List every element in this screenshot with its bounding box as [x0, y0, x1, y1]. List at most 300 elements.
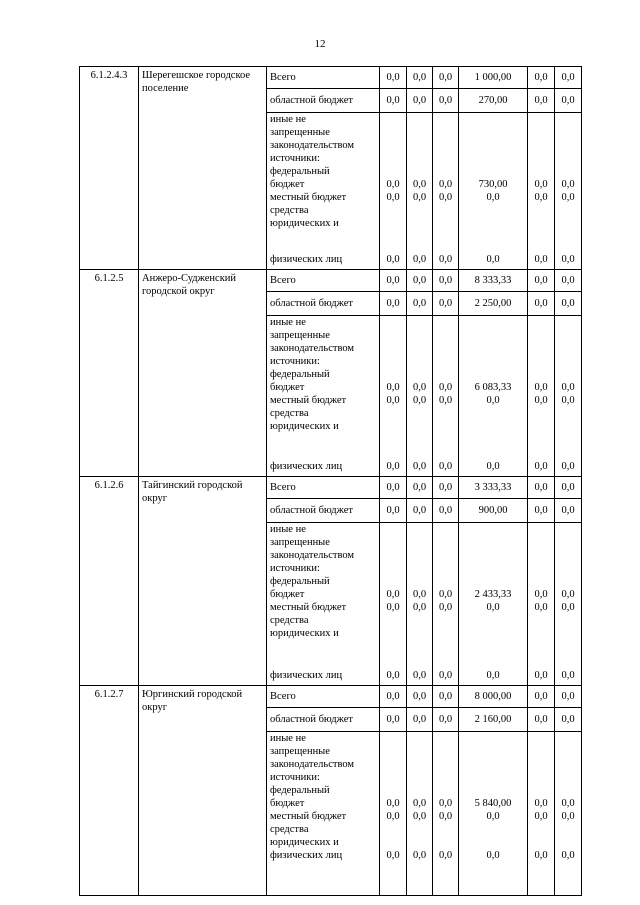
value-cell: 0,0: [555, 477, 582, 499]
value-local: 0,0: [561, 811, 575, 822]
value-cell-group: [459, 316, 528, 477]
value-cell: 0,0: [380, 708, 407, 732]
value-federal: 0,0: [412, 382, 427, 393]
value-local: 0,0: [561, 192, 575, 203]
source-label-line: местный бюджет: [270, 602, 347, 613]
value-cell: 0,0: [528, 67, 555, 89]
source-label-line: средства: [270, 205, 309, 216]
spacer: [407, 368, 432, 381]
spacer: [380, 152, 406, 165]
source-label-line: юридических и: [270, 421, 339, 432]
spacer: [459, 204, 527, 217]
spacer: [407, 732, 432, 745]
item-code: 6.1.2.5: [80, 270, 139, 477]
spacer: [459, 420, 527, 433]
spacer: [459, 836, 527, 849]
value-federal: 5 840,00: [474, 798, 512, 809]
spacer: [528, 549, 554, 562]
value-cell: 0,0: [555, 708, 582, 732]
spacer: [528, 152, 554, 165]
spacer: [380, 217, 406, 230]
value-cell-group: [407, 523, 433, 686]
value-local: 0,0: [534, 395, 548, 406]
spacer: [459, 627, 527, 640]
value-cell: 8 000,00: [459, 686, 528, 708]
spacer: [555, 523, 581, 536]
spacer: [528, 836, 554, 849]
value-local: 0,0: [486, 602, 500, 613]
value-federal: 0,0: [561, 589, 575, 600]
spacer: [528, 758, 554, 771]
value-legal: 0,0: [438, 461, 453, 472]
spacer: [407, 562, 432, 575]
value-cell: 0,0: [555, 499, 582, 523]
spacer: [555, 368, 581, 381]
spacer: [459, 732, 527, 745]
spacer: [380, 407, 406, 420]
spacer: [555, 407, 581, 420]
spacer: [528, 355, 554, 368]
value-legal: 0,0: [438, 850, 453, 861]
spacer: [433, 732, 458, 745]
value-lines: [555, 113, 581, 266]
value-cell: 3 333,33: [459, 477, 528, 499]
value-legal: 0,0: [486, 461, 500, 472]
value-cell-group: [459, 732, 528, 896]
value-cell-group: [459, 113, 528, 270]
spacer: [433, 126, 458, 139]
value-legal: 0,0: [534, 670, 548, 681]
value-local: 0,0: [486, 192, 500, 203]
value-cell: 0,0: [407, 477, 433, 499]
spacer: [555, 771, 581, 784]
spacer: [380, 204, 406, 217]
value-cell-group: [459, 523, 528, 686]
value-local: 0,0: [386, 602, 400, 613]
value-cell: 0,0: [528, 499, 555, 523]
value-lines: [555, 316, 581, 473]
spacer: [433, 152, 458, 165]
value-legal: 0,0: [561, 461, 575, 472]
spacer: [459, 784, 527, 797]
spacer: [528, 342, 554, 355]
source-label-line: бюджет: [270, 179, 305, 190]
value-lines: [433, 732, 458, 875]
value-lines: [380, 732, 406, 875]
source-label-line: юридических и: [270, 218, 339, 229]
value-cell: 2 160,00: [459, 708, 528, 732]
spacer: [459, 614, 527, 627]
source-label-line: физических лиц: [270, 461, 343, 472]
source-label-other: [267, 523, 380, 686]
value-legal: 0,0: [412, 461, 427, 472]
value-lines: [380, 316, 406, 473]
value-cell: 2 250,00: [459, 292, 528, 316]
value-lines: [528, 113, 554, 266]
value-cell: 0,0: [433, 477, 459, 499]
source-label-line: источники:: [270, 563, 320, 574]
spacer: [407, 152, 432, 165]
source-label-line: средства: [270, 824, 309, 835]
value-federal: 2 433,33: [474, 589, 512, 600]
spacer: [433, 758, 458, 771]
source-label-line: иные не: [270, 733, 306, 744]
spacer: [528, 316, 554, 329]
spacer: [528, 614, 554, 627]
value-cell: 0,0: [433, 292, 459, 316]
value-local: 0,0: [486, 811, 500, 822]
item-name: Шерегешское городское поселение: [139, 67, 267, 270]
spacer: [528, 627, 554, 640]
spacer: [459, 368, 527, 381]
source-label-line: законодательством: [270, 343, 355, 354]
value-cell: 0,0: [407, 708, 433, 732]
value-federal: 0,0: [561, 179, 575, 190]
value-cell-group: [555, 732, 582, 896]
spacer: [433, 355, 458, 368]
spacer: [459, 523, 527, 536]
source-label-other: [267, 316, 380, 477]
source-label-line: законодательством: [270, 759, 355, 770]
spacer: [528, 139, 554, 152]
spacer: [380, 329, 406, 342]
source-label-line: федеральный: [270, 166, 330, 177]
spacer: [380, 627, 406, 640]
value-cell: 0,0: [380, 477, 407, 499]
spacer: [433, 575, 458, 588]
spacer: [555, 575, 581, 588]
spacer: [459, 745, 527, 758]
spacer: [407, 758, 432, 771]
spacer: [407, 575, 432, 588]
value-cell-group: [433, 316, 459, 477]
value-lines: [433, 523, 458, 682]
source-label-regional: областной бюджет: [267, 292, 380, 316]
table-row: [80, 270, 582, 292]
spacer: [407, 536, 432, 549]
value-lines: [459, 523, 527, 682]
spacer: [407, 420, 432, 433]
value-cell: 0,0: [407, 499, 433, 523]
spacer: [555, 342, 581, 355]
source-label-lines: [270, 732, 377, 875]
spacer: [407, 126, 432, 139]
spacer: [555, 329, 581, 342]
value-local: 0,0: [412, 811, 427, 822]
spacer: [407, 355, 432, 368]
spacer: [433, 836, 458, 849]
source-label-line: законодательством: [270, 550, 355, 561]
spacer: [407, 139, 432, 152]
spacer: [380, 549, 406, 562]
value-local: 0,0: [412, 602, 427, 613]
spacer: [459, 316, 527, 329]
value-local: 0,0: [561, 395, 575, 406]
source-label-line: запрещенные: [270, 537, 330, 548]
spacer: [459, 562, 527, 575]
value-lines: [407, 523, 432, 682]
spacer: [407, 614, 432, 627]
spacer: [407, 784, 432, 797]
spacer: [459, 549, 527, 562]
value-legal: 0,0: [412, 670, 427, 681]
spacer: [433, 745, 458, 758]
spacer: [555, 217, 581, 230]
value-cell: 0,0: [528, 477, 555, 499]
spacer: [380, 575, 406, 588]
spacer: [555, 165, 581, 178]
source-label-line: источники:: [270, 356, 320, 367]
value-lines: [459, 316, 527, 473]
value-federal: 0,0: [412, 589, 427, 600]
value-legal: 0,0: [534, 254, 548, 265]
value-legal: 0,0: [386, 461, 400, 472]
value-legal: 0,0: [534, 850, 548, 861]
spacer: [528, 165, 554, 178]
table-row: [80, 477, 582, 499]
value-lines: [555, 732, 581, 875]
spacer: [459, 217, 527, 230]
value-legal: 0,0: [486, 254, 500, 265]
spacer: [555, 536, 581, 549]
value-lines: [380, 523, 406, 682]
spacer: [528, 368, 554, 381]
spacer: [555, 152, 581, 165]
source-label-line: иные не: [270, 317, 306, 328]
spacer: [380, 536, 406, 549]
value-cell: 0,0: [380, 270, 407, 292]
value-lines: [528, 523, 554, 682]
value-federal: 6 083,33: [474, 382, 512, 393]
value-lines: [459, 732, 527, 875]
value-legal: 0,0: [486, 670, 500, 681]
value-cell-group: [433, 732, 459, 896]
value-cell-group: [407, 316, 433, 477]
spacer: [555, 745, 581, 758]
spacer: [433, 562, 458, 575]
value-cell-group: [555, 113, 582, 270]
value-cell: 0,0: [380, 686, 407, 708]
spacer: [528, 771, 554, 784]
value-lines: [380, 113, 406, 266]
spacer: [433, 316, 458, 329]
source-label-other: [267, 113, 380, 270]
value-cell: 0,0: [528, 686, 555, 708]
value-cell: 0,0: [433, 686, 459, 708]
source-label-line: иные не: [270, 524, 306, 535]
source-label-line: местный бюджет: [270, 811, 347, 822]
value-cell-group: [528, 113, 555, 270]
spacer: [380, 165, 406, 178]
spacer: [459, 355, 527, 368]
value-cell-group: [433, 113, 459, 270]
spacer: [528, 420, 554, 433]
value-cell-group: [407, 113, 433, 270]
value-lines: [459, 113, 527, 266]
spacer: [433, 771, 458, 784]
value-local: 0,0: [438, 395, 453, 406]
source-label-line: источники:: [270, 153, 320, 164]
source-label-line: бюджет: [270, 798, 305, 809]
value-federal: 0,0: [534, 179, 548, 190]
value-cell-group: [380, 523, 407, 686]
spacer: [528, 732, 554, 745]
spacer: [407, 523, 432, 536]
value-federal: 0,0: [561, 382, 575, 393]
spacer: [555, 139, 581, 152]
spacer: [433, 204, 458, 217]
spacer: [380, 113, 406, 126]
source-label-line: средства: [270, 615, 309, 626]
value-legal: 0,0: [412, 254, 427, 265]
spacer: [407, 823, 432, 836]
spacer: [407, 316, 432, 329]
value-cell: 0,0: [380, 499, 407, 523]
value-cell: 0,0: [555, 270, 582, 292]
spacer: [380, 139, 406, 152]
spacer: [380, 126, 406, 139]
spacer: [380, 342, 406, 355]
source-label-line: физических лиц: [270, 254, 343, 265]
source-label-total: Всего: [267, 67, 380, 89]
value-local: 0,0: [386, 395, 400, 406]
spacer: [555, 316, 581, 329]
value-cell: 0,0: [555, 292, 582, 316]
spacer: [407, 627, 432, 640]
value-legal: 0,0: [438, 254, 453, 265]
source-label-lines: [270, 316, 377, 473]
source-label-line: физических лиц: [270, 850, 343, 861]
spacer: [380, 771, 406, 784]
spacer: [433, 368, 458, 381]
value-lines: [407, 113, 432, 266]
spacer: [380, 836, 406, 849]
value-cell-group: [528, 523, 555, 686]
spacer: [433, 342, 458, 355]
source-label-other: [267, 732, 380, 896]
spacer: [380, 614, 406, 627]
spacer: [555, 784, 581, 797]
value-local: 0,0: [438, 192, 453, 203]
value-federal: 0,0: [438, 798, 453, 809]
value-local: 0,0: [486, 395, 500, 406]
item-name: Анжеро-Судженский городской округ: [139, 270, 267, 477]
value-legal: 0,0: [561, 254, 575, 265]
value-cell: 270,00: [459, 89, 528, 113]
spacer: [555, 113, 581, 126]
item-code: 6.1.2.7: [80, 686, 139, 896]
value-local: 0,0: [386, 811, 400, 822]
spacer: [459, 342, 527, 355]
source-label-line: федеральный: [270, 785, 330, 796]
spacer: [380, 758, 406, 771]
value-legal: 0,0: [438, 670, 453, 681]
source-label-line: юридических и: [270, 628, 339, 639]
value-lines: [433, 316, 458, 473]
value-local: 0,0: [412, 395, 427, 406]
value-cell: 900,00: [459, 499, 528, 523]
value-cell: 8 333,33: [459, 270, 528, 292]
spacer: [528, 536, 554, 549]
spacer: [528, 407, 554, 420]
page-number: 12: [314, 38, 326, 50]
spacer: [528, 204, 554, 217]
spacer: [528, 217, 554, 230]
spacer: [528, 562, 554, 575]
table-row: [80, 686, 582, 708]
value-cell: 0,0: [433, 270, 459, 292]
source-label-line: запрещенные: [270, 330, 330, 341]
spacer: [407, 549, 432, 562]
source-label-line: законодательством: [270, 140, 355, 151]
value-local: 0,0: [561, 602, 575, 613]
value-federal: 0,0: [438, 179, 453, 190]
value-cell-group: [380, 113, 407, 270]
value-federal: 0,0: [534, 382, 548, 393]
value-cell: 0,0: [528, 708, 555, 732]
spacer: [380, 355, 406, 368]
spacer: [555, 823, 581, 836]
value-legal: 0,0: [412, 850, 427, 861]
spacer: [433, 217, 458, 230]
value-lines: [407, 316, 432, 473]
spacer: [555, 627, 581, 640]
spacer: [528, 329, 554, 342]
source-label-lines: [270, 113, 377, 266]
value-cell: 0,0: [433, 499, 459, 523]
item-code: 6.1.2.6: [80, 477, 139, 686]
spacer: [407, 329, 432, 342]
source-label-regional: областной бюджет: [267, 708, 380, 732]
spacer: [459, 152, 527, 165]
spacer: [459, 758, 527, 771]
spacer: [555, 126, 581, 139]
value-lines: [528, 316, 554, 473]
source-label-line: запрещенные: [270, 746, 330, 757]
value-federal: 0,0: [534, 589, 548, 600]
spacer: [555, 732, 581, 745]
value-cell-group: [555, 523, 582, 686]
spacer: [380, 523, 406, 536]
spacer: [433, 784, 458, 797]
value-cell: 1 000,00: [459, 67, 528, 89]
spacer: [459, 329, 527, 342]
spacer: [528, 823, 554, 836]
value-local: 0,0: [534, 192, 548, 203]
value-federal: 730,00: [478, 179, 508, 190]
value-cell: 0,0: [528, 89, 555, 113]
spacer: [459, 113, 527, 126]
item-name: Тайгинский городской округ: [139, 477, 267, 686]
spacer: [380, 562, 406, 575]
source-label-line: физических лиц: [270, 670, 343, 681]
value-cell: 0,0: [407, 292, 433, 316]
value-federal: 0,0: [438, 589, 453, 600]
spacer: [380, 745, 406, 758]
value-cell: 0,0: [433, 708, 459, 732]
funding-table: [79, 66, 582, 896]
spacer: [555, 355, 581, 368]
spacer: [459, 536, 527, 549]
value-federal: 0,0: [438, 382, 453, 393]
spacer: [528, 745, 554, 758]
value-cell: 0,0: [555, 686, 582, 708]
spacer: [380, 420, 406, 433]
value-local: 0,0: [438, 602, 453, 613]
source-label-total: Всего: [267, 477, 380, 499]
spacer: [528, 113, 554, 126]
spacer: [433, 627, 458, 640]
